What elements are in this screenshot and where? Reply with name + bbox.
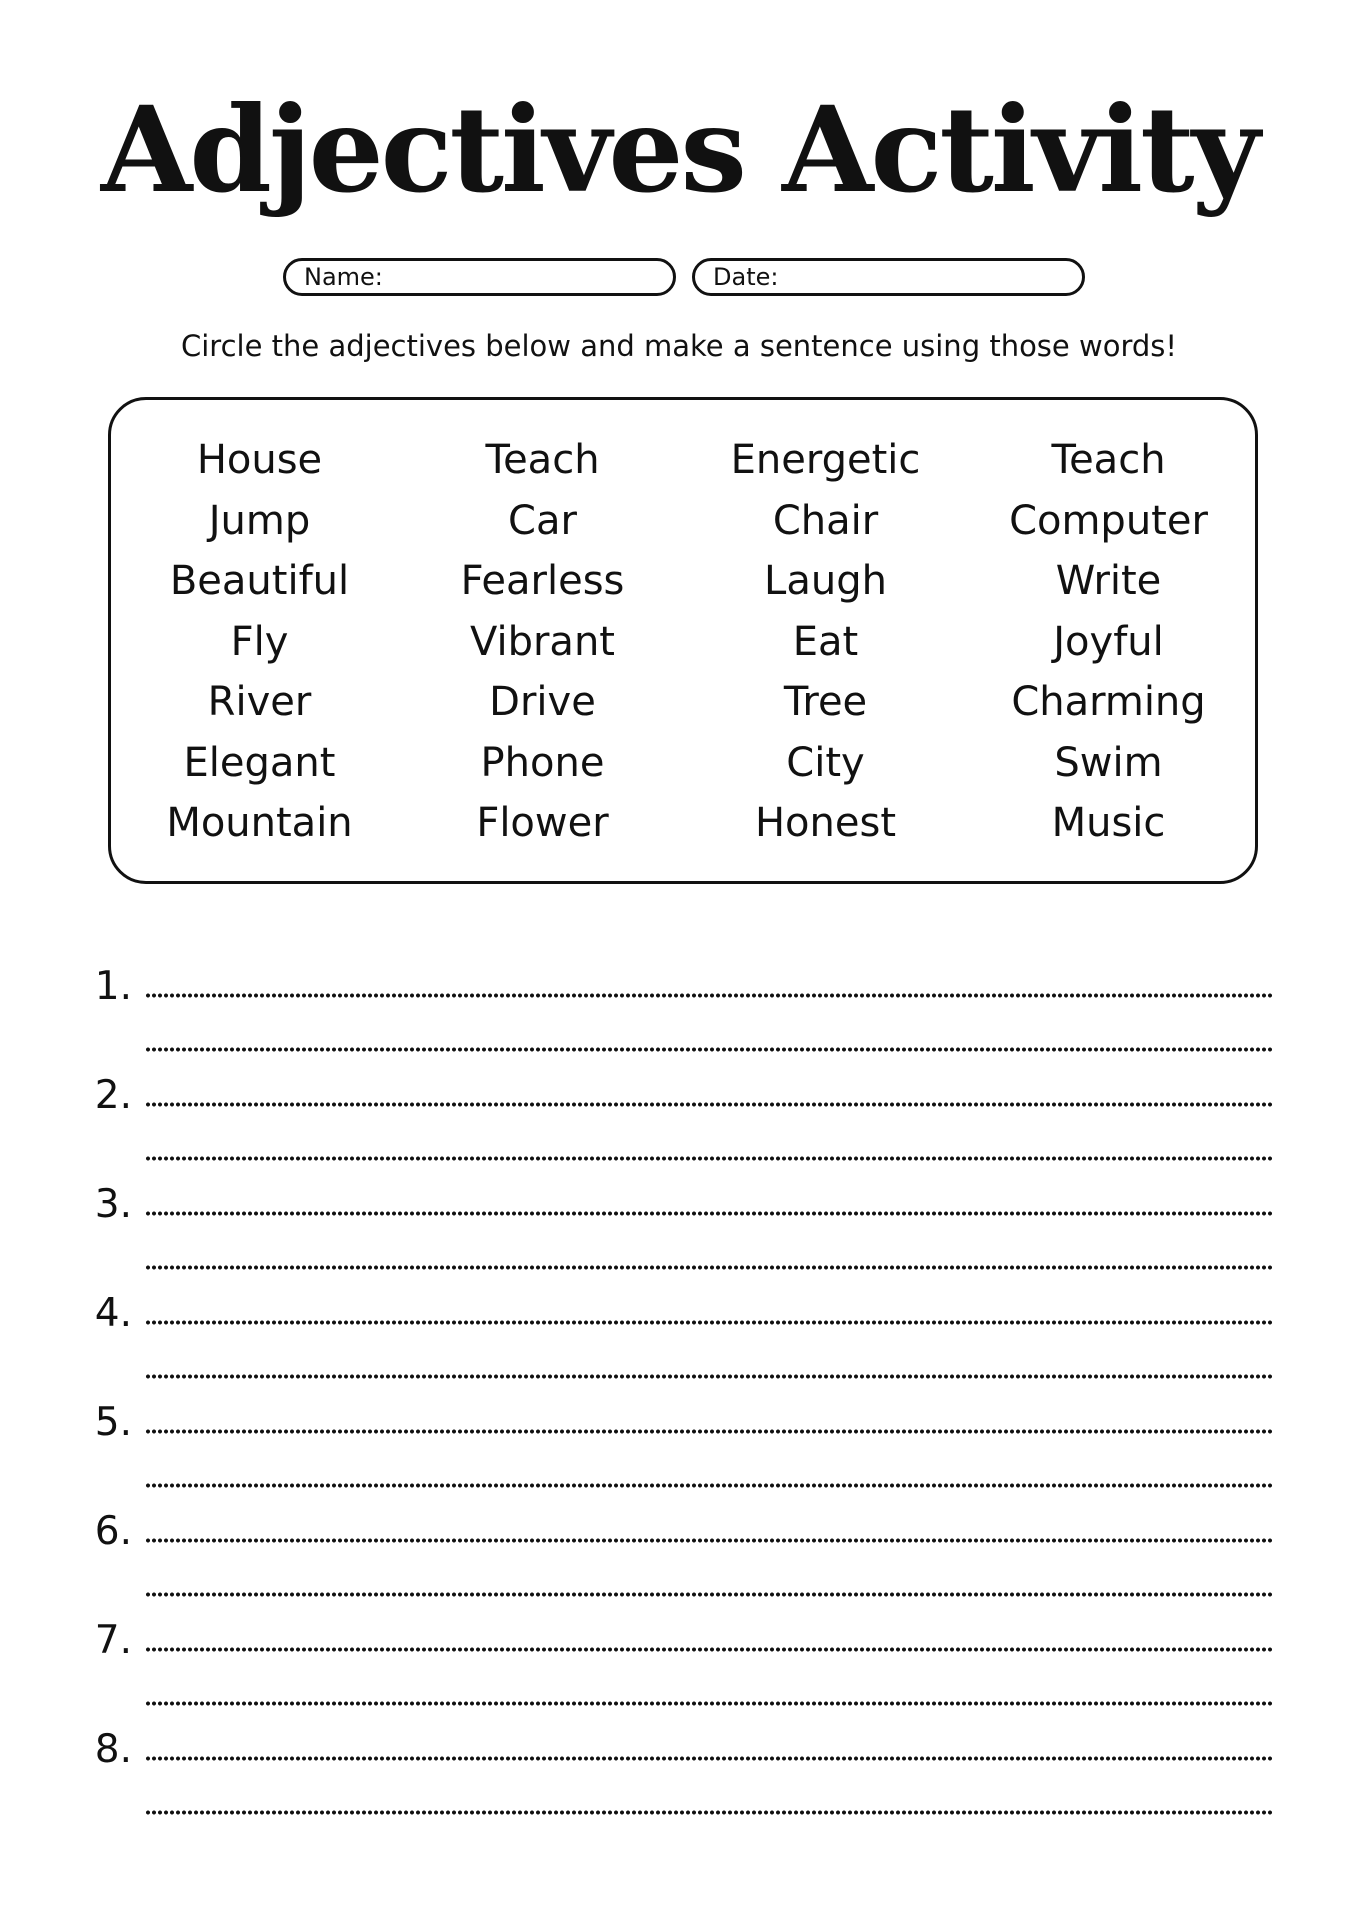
word-item[interactable]: Energetic (730, 437, 921, 483)
word-item[interactable]: House (196, 437, 323, 483)
answer-item (0, 1173, 1358, 1282)
word-column (401, 430, 684, 854)
word-box (108, 397, 1258, 884)
word-column (118, 430, 401, 854)
name-field[interactable] (283, 258, 676, 296)
dotted-answer-line[interactable] (145, 1047, 1272, 1052)
answer-number: 3. (94, 1182, 132, 1227)
word-item[interactable]: Tree (783, 679, 868, 725)
dotted-answer-line[interactable] (145, 1756, 1272, 1761)
word-item[interactable]: Chair (772, 497, 879, 544)
dotted-answer-line[interactable] (145, 1538, 1272, 1543)
answer-item (0, 1064, 1358, 1173)
word-item[interactable]: City (786, 739, 865, 786)
dotted-answer-line[interactable] (145, 1701, 1272, 1706)
answer-item (0, 1609, 1358, 1718)
answer-item (0, 955, 1358, 1064)
dotted-answer-line[interactable] (145, 1483, 1272, 1488)
word-item[interactable]: Fearless (460, 558, 625, 604)
word-item[interactable]: Elegant (183, 739, 336, 786)
answer-item (0, 1282, 1358, 1391)
word-grid (111, 430, 1262, 854)
word-item[interactable]: Fly (230, 618, 289, 665)
dotted-answer-line[interactable] (145, 1810, 1272, 1815)
page-title: Adjectives Activity (100, 80, 1258, 219)
name-label: Name: (304, 263, 383, 291)
word-item[interactable]: Honest (754, 800, 897, 846)
dotted-answer-line[interactable] (145, 1592, 1272, 1597)
word-column (684, 430, 967, 854)
answer-number: 8. (94, 1727, 132, 1772)
dotted-answer-line[interactable] (145, 1211, 1272, 1216)
dotted-answer-line[interactable] (145, 1429, 1272, 1434)
word-item[interactable]: Phone (480, 739, 605, 786)
word-item[interactable]: Laugh (764, 558, 887, 604)
date-field[interactable] (692, 258, 1085, 296)
word-item[interactable]: Mountain (166, 800, 353, 846)
word-item[interactable]: Computer (1009, 497, 1208, 544)
answer-number: 4. (94, 1291, 132, 1336)
word-item[interactable]: Write (1055, 558, 1162, 604)
word-item[interactable]: Drive (489, 679, 596, 725)
dotted-answer-line[interactable] (145, 993, 1272, 998)
answer-item (0, 1391, 1358, 1500)
word-item[interactable]: Vibrant (470, 618, 615, 665)
word-item[interactable]: Teach (485, 437, 600, 483)
dotted-answer-line[interactable] (145, 1320, 1272, 1325)
word-item[interactable]: Charming (1011, 679, 1206, 725)
word-item[interactable]: Jump (208, 497, 311, 544)
answer-number: 7. (94, 1618, 132, 1663)
instructions: Circle the adjectives below and make a sentence using those words! (181, 329, 1177, 363)
word-item[interactable]: Flower (476, 800, 609, 846)
word-item[interactable]: River (207, 679, 312, 725)
word-item[interactable]: Swim (1054, 739, 1163, 786)
dotted-answer-line[interactable] (145, 1102, 1272, 1107)
dotted-answer-line[interactable] (145, 1156, 1272, 1161)
word-item[interactable]: Music (1051, 800, 1166, 846)
word-item[interactable]: Eat (792, 618, 859, 665)
answer-number: 5. (94, 1400, 132, 1445)
dotted-answer-line[interactable] (145, 1647, 1272, 1652)
answer-item (0, 1500, 1358, 1609)
answer-number: 1. (94, 964, 132, 1009)
answer-item (0, 1718, 1358, 1827)
word-column (967, 430, 1250, 854)
dotted-answer-line[interactable] (145, 1374, 1272, 1379)
dotted-answer-line[interactable] (145, 1265, 1272, 1270)
word-item[interactable]: Car (508, 497, 577, 544)
date-label: Date: (713, 263, 779, 291)
word-item[interactable]: Joyful (1053, 618, 1164, 665)
answer-number: 2. (94, 1073, 132, 1118)
word-item[interactable]: Beautiful (169, 558, 350, 604)
word-item[interactable]: Teach (1051, 437, 1166, 483)
answer-number: 6. (94, 1509, 132, 1554)
